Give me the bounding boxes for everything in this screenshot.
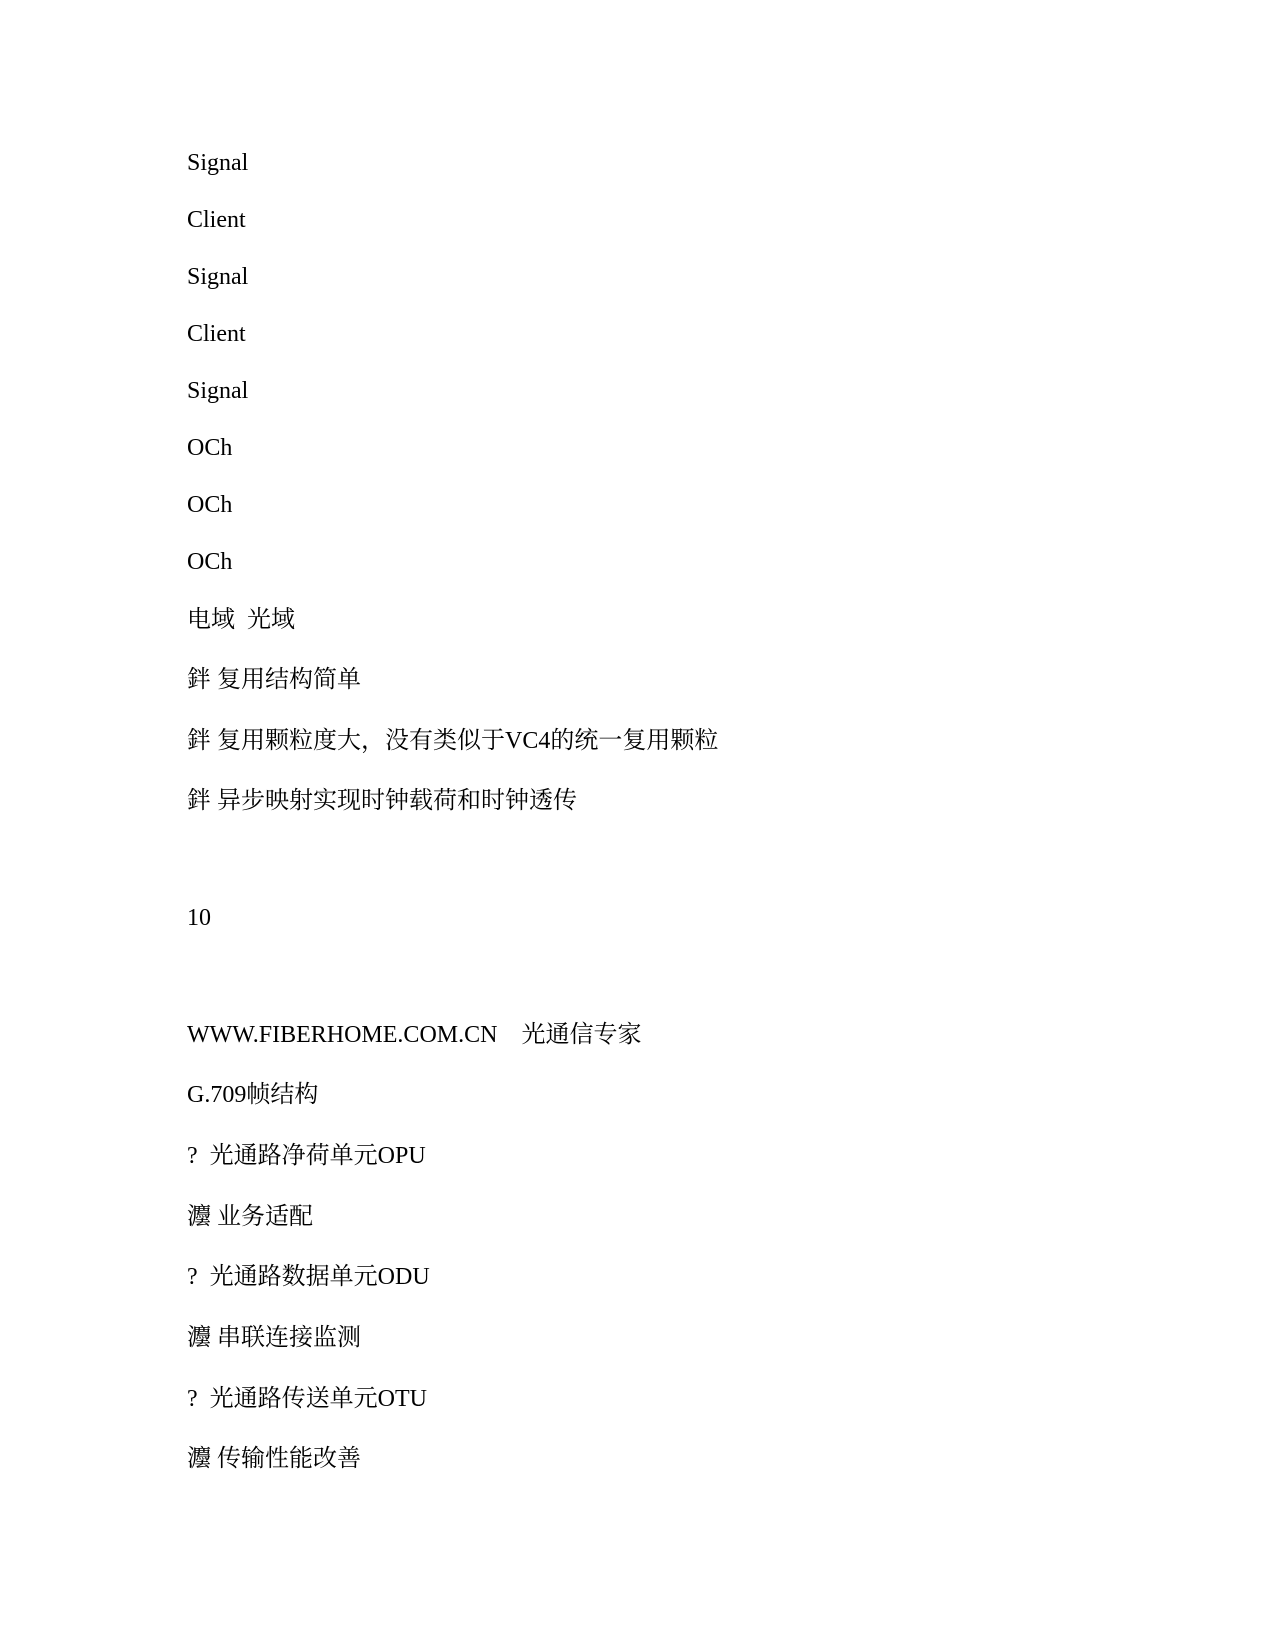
page-number: 10 [187,905,211,931]
list-item: ? 光通路净荷单元OPU [187,1143,426,1169]
list-subitem: 灋 业务适配 [187,1204,313,1230]
text-line-och: OCh [187,549,233,575]
text-line-signal: Signal [187,150,249,176]
text-line-signal: Signal [187,378,249,404]
bullet-line: 鉡 复用颗粒度大，没有类似于VC4的统一复用颗粒 [187,728,719,754]
list-item: ? 光通路传送单元OTU [187,1386,427,1412]
text-line-och: OCh [187,435,233,461]
text-line-signal: Signal [187,264,249,290]
text-line-client: Client [187,321,246,347]
bullet-line: 鉡 异步映射实现时钟载荷和时钟透传 [187,788,577,814]
text-line-domains: 电域 光域 [187,607,295,633]
header-website: WWW.FIBERHOME.COM.CN 光通信专家 [187,1022,642,1048]
bullet-line: 鉡 复用结构简单 [187,667,361,693]
list-item: ? 光通路数据单元ODU [187,1264,430,1290]
section-title: G.709帧结构 [187,1082,319,1108]
text-line-och: OCh [187,492,233,518]
text-line-client: Client [187,207,246,233]
list-subitem: 灋 传输性能改善 [187,1446,361,1472]
list-subitem: 灋 串联连接监测 [187,1325,361,1351]
